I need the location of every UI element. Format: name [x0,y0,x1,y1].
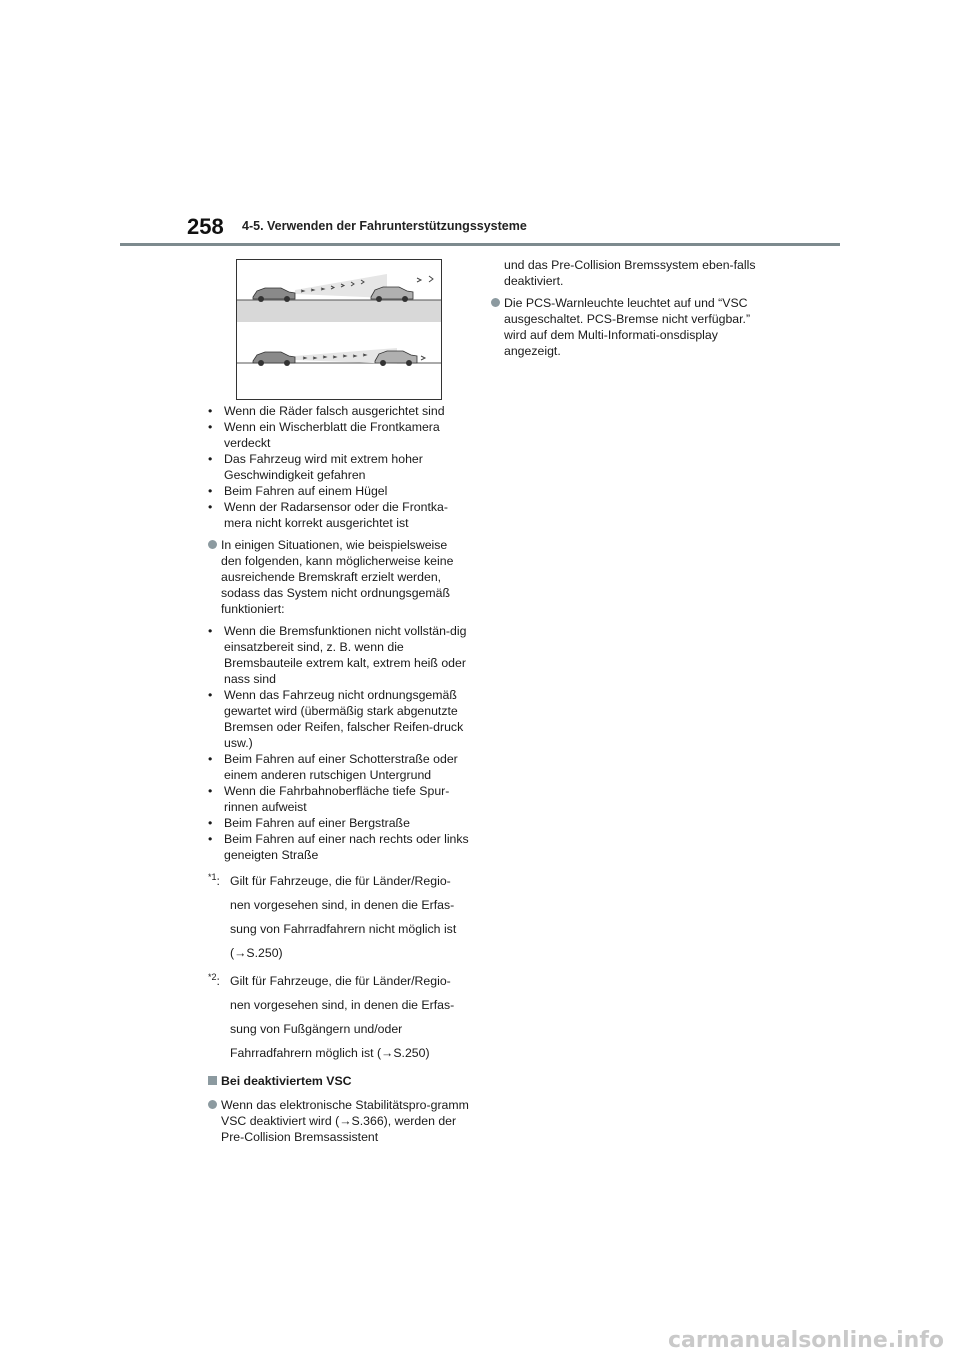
radar-illustration-svg [237,260,441,399]
paragraph-continuation: und das Pre-Collision Bremssystem eben-falls deaktiviert. [504,258,756,288]
list-item: • Das Fahrzeug wird mit extrem hoher Geschwindigkeit gefahren [208,452,423,482]
list-item: • Beim Fahren auf einer Bergstraße [208,816,410,830]
circle-bullet-icon [208,1100,217,1109]
footnote-2: $^{*2}$: Gilt für Fahrzeuge, die für Länder/Regio-nen vorgesehen sind, in denen die Erfas-sung von Fußgängern und/oder Fahrradfahrern möglich ist (→S.250) [208,971,455,1060]
list-item: • Beim Fahren auf einem Hügel [208,484,388,498]
list-item: • Wenn ein Wischerblatt die Frontkamera verdeckt [208,420,440,450]
right-column [491,257,756,365]
radar-illustration [236,259,442,400]
list-item: • Wenn der Radarsensor oder die Frontka-mera nicht korrekt ausgerichtet ist [208,500,448,530]
paragraph-vsc-off: Wenn das elektronische Stabilitätspro-gramm VSC deaktiviert wird (→S.366), werden der Pre-Collision Bremsassistent [208,1097,470,1145]
left-column [208,403,470,1151]
footnote-1: $^{*1}$: Gilt für Fahrzeuge, die für Länder/Regio-nen vorgesehen sind, in denen die Erfas-sung von Fahrradfahrern nicht möglich ist (→S.250) [208,871,457,960]
list-item: • Wenn das Fahrzeug nicht ordnungsgemäß gewartet wird (übermäßig stark abgenutzte Bremsen oder Reifen, falscher Reifen-druck usw.) [208,688,464,750]
list-item: • Beim Fahren auf einer Schotterstraße oder einem anderen rutschigen Untergrund [208,752,458,782]
road-top [237,300,441,322]
paragraph-pcs-warning: Die PCS-Warnleuchte leuchtet auf und “VSC ausgeschaltet. PCS-Bremse nicht verfügbar.” wird auf dem Multi-Informati-onsdisplay angezeigt. [491,295,756,359]
paragraph-braking-force: In einigen Situationen, wie beispielsweise den folgenden, kann möglicherweise keine ausreichende Bremskraft erzielt werden, sodass das System nicht ordnungsgemäß funktioniert: [208,537,470,617]
list-item: • Wenn die Bremsfunktionen nicht vollstän-dig einsatzbereit sind, z. B. wenn die Bremsbauteile extrem kalt, extrem heiß oder nass sind [208,624,467,686]
section-title: 4-5. Verwenden der Fahrunterstützungssysteme [242,219,527,233]
circle-bullet-icon [208,540,217,549]
header-rule [120,243,840,246]
bullet-list-1 [208,403,470,531]
page-number: 258 [187,214,224,239]
subheading-vsc: Bei deaktiviertem VSC [208,1073,470,1089]
square-bullet-icon [208,1076,217,1085]
ego-car-bottom [253,352,295,366]
circle-bullet-icon [491,298,500,307]
list-item: • Beim Fahren auf einer nach rechts oder links geneigten Straße [208,832,469,862]
watermark: carmanualsonline.info [668,1328,944,1353]
bullet-list-2 [208,623,470,863]
list-item: • Wenn die Räder falsch ausgerichtet sind [208,404,445,418]
list-item: • Wenn die Fahrbahnoberfläche tiefe Spur-rinnen aufweist [208,784,450,814]
